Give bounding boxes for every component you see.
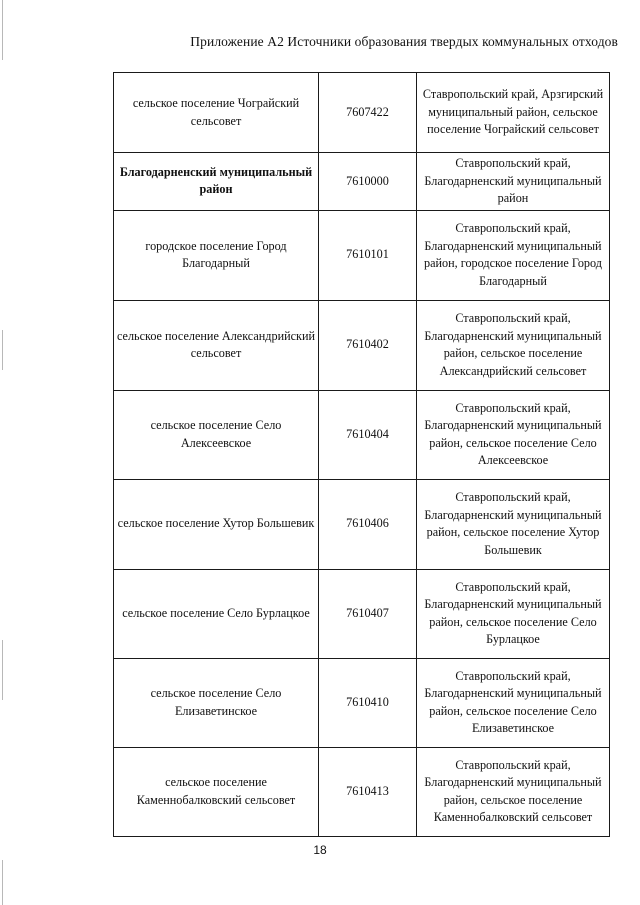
- location-cell: Ставропольский край, Благодарненский муниципальный район, сельское поселение Каменнобалковский сельсовет: [417, 747, 610, 836]
- code-cell: 7610000: [319, 153, 417, 211]
- table-row: [114, 73, 610, 153]
- page-header-title: Приложение А2 Источники образования твердых коммунальных отходов: [190, 34, 618, 49]
- district-name-cell: Благодарненский муниципальный район: [114, 153, 319, 211]
- scan-edge-mark: [2, 640, 3, 700]
- location-cell: Ставропольский край, Благодарненский муниципальный район, сельское поселение Село Елизаветинское: [417, 658, 610, 747]
- table-row: [114, 569, 610, 658]
- settlement-name-cell: сельское поселение Каменнобалковский сельсовет: [114, 747, 319, 836]
- table-row: [114, 300, 610, 390]
- location-cell: Ставропольский край, Благодарненский муниципальный район, сельское поселение Село Бурлацкое: [417, 569, 610, 658]
- scan-edge-mark: [2, 330, 3, 370]
- settlement-name-cell: сельское поселение Хутор Большевик: [114, 479, 319, 569]
- location-cell: Ставропольский край, Благодарненский муниципальный район, сельское поселение Село Алексеевское: [417, 390, 610, 479]
- table-row: [114, 153, 610, 211]
- location-cell: Ставропольский край, Благодарненский муниципальный район, сельское поселение Александрийский сельсовет: [417, 300, 610, 390]
- code-cell: 7610410: [319, 658, 417, 747]
- code-cell: 7610407: [319, 569, 417, 658]
- table-row: [114, 658, 610, 747]
- sources-table-container: [113, 72, 609, 837]
- code-cell: 7610413: [319, 747, 417, 836]
- settlement-name-cell: сельское поселение Село Алексеевское: [114, 390, 319, 479]
- settlement-name-cell: сельское поселение Чограйский сельсовет: [114, 73, 319, 153]
- page-number: 18: [313, 843, 327, 857]
- code-cell: 7610406: [319, 479, 417, 569]
- code-cell: 7610404: [319, 390, 417, 479]
- table-row: [114, 390, 610, 479]
- table-row: [114, 479, 610, 569]
- location-cell: Ставропольский край, Благодарненский муниципальный район, сельское поселение Хутор Большевик: [417, 479, 610, 569]
- settlement-name-cell: сельское поселение Село Бурлацкое: [114, 569, 319, 658]
- location-cell: Ставропольский край, Благодарненский муниципальный район: [417, 153, 610, 211]
- code-cell: 7610402: [319, 300, 417, 390]
- location-cell: Ставропольский край, Арзгирский муниципальный район, сельское поселение Чограйский сельсовет: [417, 73, 610, 153]
- code-cell: 7610101: [319, 210, 417, 300]
- settlement-name-cell: городское поселение Город Благодарный: [114, 210, 319, 300]
- scan-edge-mark: [2, 860, 3, 905]
- settlement-name-cell: сельское поселение Село Елизаветинское: [114, 658, 319, 747]
- location-cell: Ставропольский край, Благодарненский муниципальный район, городское поселение Город Благодарный: [417, 210, 610, 300]
- sources-table: [113, 72, 610, 837]
- settlement-name-cell: сельское поселение Александрийский сельсовет: [114, 300, 319, 390]
- table-row: [114, 210, 610, 300]
- table-row: [114, 747, 610, 836]
- code-cell: 7607422: [319, 73, 417, 153]
- scan-edge-mark: [2, 0, 3, 60]
